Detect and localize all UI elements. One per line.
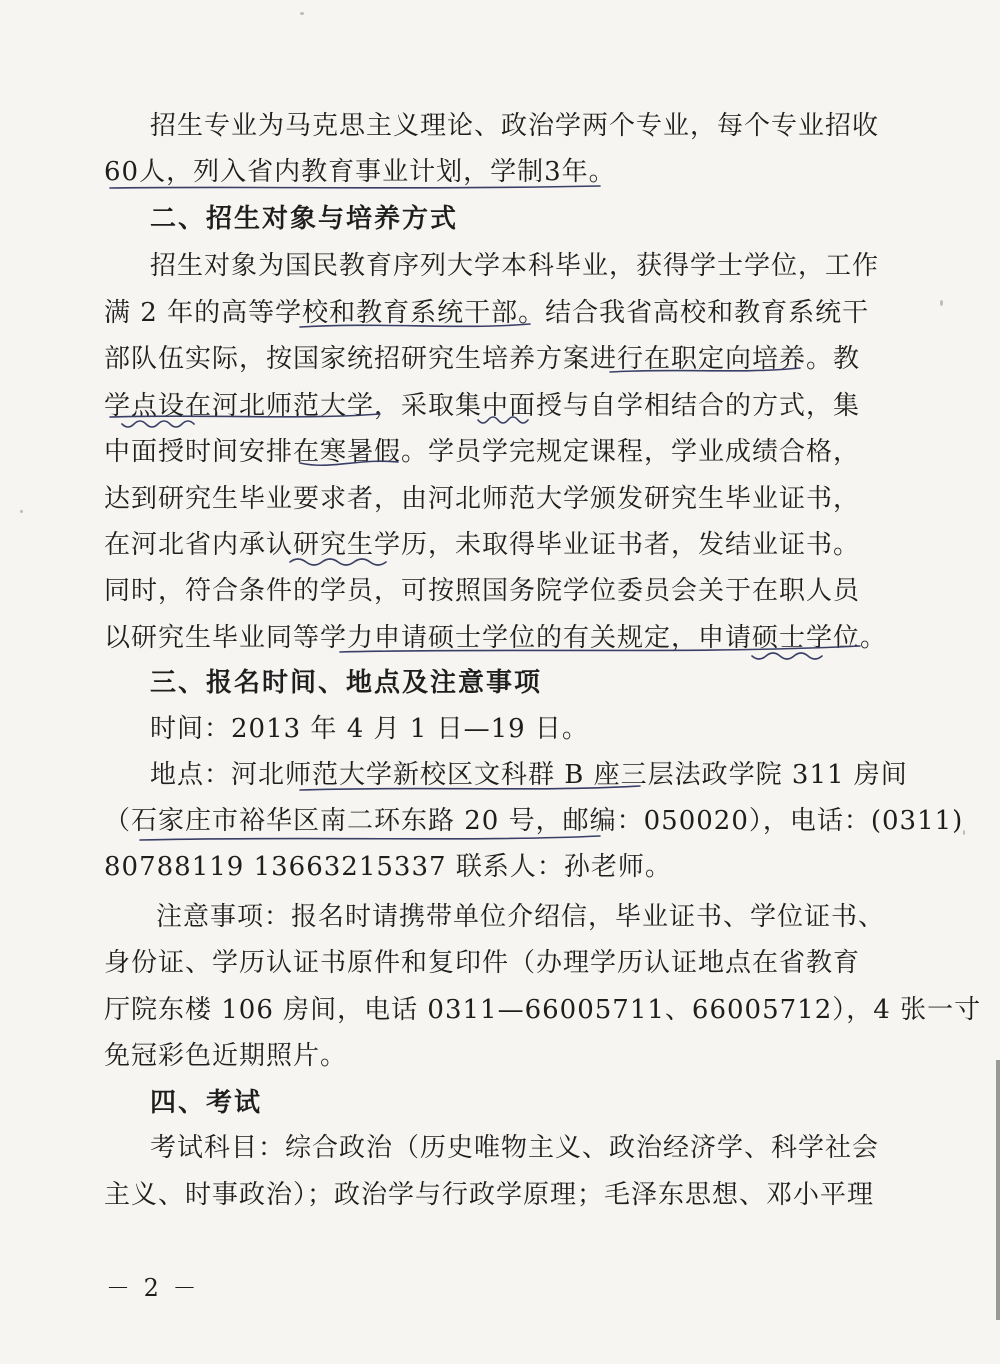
- scan-speck: [940, 300, 943, 306]
- section-heading-3: 三、报名时间、地点及注意事项: [150, 668, 543, 698]
- section-heading-2: 二、招生对象与培养方式: [150, 204, 459, 234]
- text-line: 地点：河北师范大学新校区文科群 B 座三层法政学院 311 房间: [150, 760, 908, 790]
- text-line: 招生专业为马克思主义理论、政治学两个专业，每个专业招收: [150, 111, 880, 141]
- text-line: 注意事项：报名时请携带单位介绍信，毕业证书、学位证书、: [156, 902, 886, 932]
- text-line: 厅院东楼 106 房间，电话 0311—66005711、66005712），4 张一寸: [104, 995, 982, 1025]
- scan-speck: [300, 12, 304, 15]
- text-line: 考试科目：综合政治（历史唯物主义、政治经济学、科学社会: [150, 1133, 880, 1163]
- text-line: 80788119 13663215337 联系人：孙老师。: [104, 852, 672, 882]
- scan-speck: [963, 830, 965, 835]
- text-line: 同时，符合条件的学员，可按照国务院学位委员会关于在职人员: [104, 576, 861, 606]
- registration-time: 时间：2013 年 4 月 1 日—19 日。: [150, 714, 589, 744]
- text-line: （石家庄市裕华区南二环东路 20 号，邮编：050020），电话：(0311): [104, 806, 964, 836]
- text-line: 身份证、学历认证书原件和复印件（办理学历认证地点在省教育: [104, 948, 861, 978]
- text-line: 招生对象为国民教育序列大学本科毕业，获得学士学位，工作: [150, 251, 880, 281]
- section-heading-4: 四、考试: [150, 1088, 263, 1118]
- text-line: 在河北省内承认研究生学历，未取得毕业证书者，发结业证书。: [104, 530, 861, 560]
- scan-edge-shadow: [996, 1060, 1000, 1320]
- text-line: 以研究生毕业同等学力申请硕士学位的有关规定，申请硕士学位。: [104, 623, 888, 653]
- text-line: 满 2 年的高等学校和教育系统干部。结合我省高校和教育系统干: [104, 298, 870, 328]
- text-line: 60人，列入省内教育事业计划，学制3年。: [104, 157, 616, 187]
- text-line: 中面授时间安排在寒暑假。学员学完规定课程，学业成绩合格，: [104, 437, 861, 467]
- text-line: 学点设在河北师范大学，采取集中面授与自学相结合的方式，集: [104, 391, 861, 421]
- text-line: 免冠彩色近期照片。: [104, 1041, 348, 1071]
- scan-speck: [20, 510, 23, 513]
- text-line: 主义、时事政治）；政治学与行政学原理；毛泽东思想、邓小平理: [104, 1180, 875, 1210]
- page-number: － 2 －: [106, 1274, 200, 1302]
- text-line: 达到研究生毕业要求者，由河北师范大学颁发研究生毕业证书，: [104, 484, 861, 514]
- text-line: 部队伍实际，按国家统招研究生培养方案进行在职定向培养。教: [104, 344, 861, 374]
